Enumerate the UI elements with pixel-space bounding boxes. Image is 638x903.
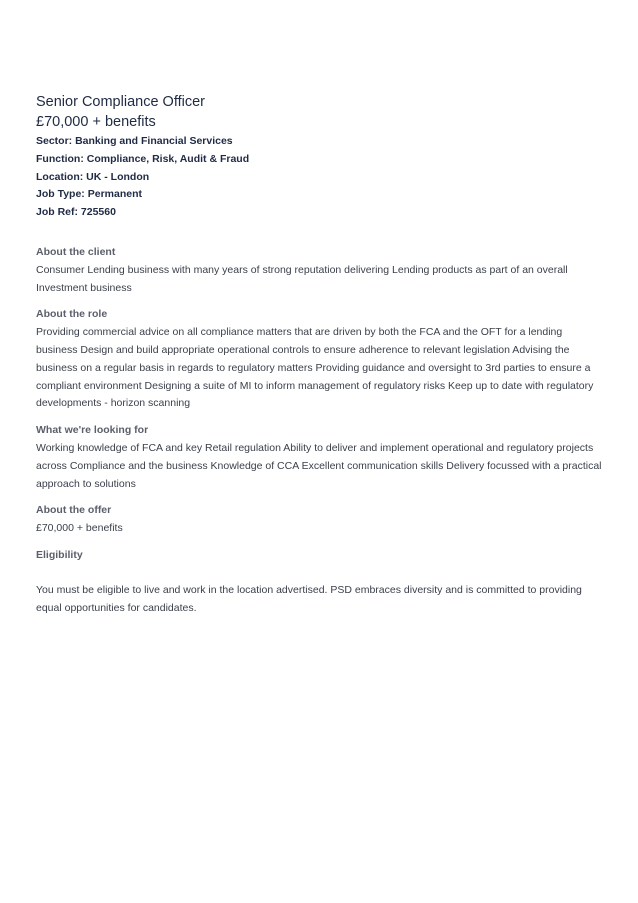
section-body: Consumer Lending business with many years of strong reputation delivering Lending products as part of an overall Investment business: [36, 263, 568, 294]
section-heading: What we're looking for: [36, 424, 149, 437]
job-type: Job Type: Permanent: [36, 188, 142, 201]
section-heading: About the role: [36, 308, 108, 321]
section-heading: About the client: [36, 246, 116, 258]
section-eligibility: [36, 547, 602, 617]
section-body: Working knowledge of FCA and key Retail regulation Ability to deliver and implement operational and regulatory projects across Compliance and the business Knowledge of CCA Excellent communication skills Delivery focussed with a practical approach to solutions: [36, 441, 602, 490]
job-sector: Sector: Banking and Financial Services: [36, 135, 233, 147]
section-heading: Eligibility: [36, 548, 83, 561]
section-body: You must be eligible to live and work in the location advertised. PSD embraces diversity and is committed to providing equal opportunities for candidates.: [36, 583, 582, 614]
job-location: Location: UK - London: [36, 170, 150, 183]
section-about-role: [36, 306, 602, 413]
job-meta-list: [36, 133, 249, 222]
job-description: [36, 244, 602, 626]
job-salary: £70,000 + benefits: [36, 114, 156, 130]
job-title: Senior Compliance Officer: [36, 94, 205, 110]
job-ref: Job Ref: 725560: [36, 206, 116, 219]
section-looking-for: [36, 422, 602, 493]
section-body: Providing commercial advice on all compliance matters that are driven by both the FCA and the OFT for a lending business Design and build appropriate operational controls to ensure adherence to relevant legislation Advising the business on a regular basis in regards to regulatory matters Providing guidance and oversight to 3rd parties to ensure a compliant environment Designing a suite of MI to inform management of regulatory risks Keep up to date with regulatory developments - horizon scanning: [36, 326, 594, 410]
section-heading: About the offer: [36, 504, 112, 517]
section-body: £70,000 + benefits: [36, 522, 123, 535]
section-about-client: [36, 244, 602, 297]
job-function: Function: Compliance, Risk, Audit & Fraud: [36, 152, 250, 165]
section-about-offer: [36, 502, 602, 538]
